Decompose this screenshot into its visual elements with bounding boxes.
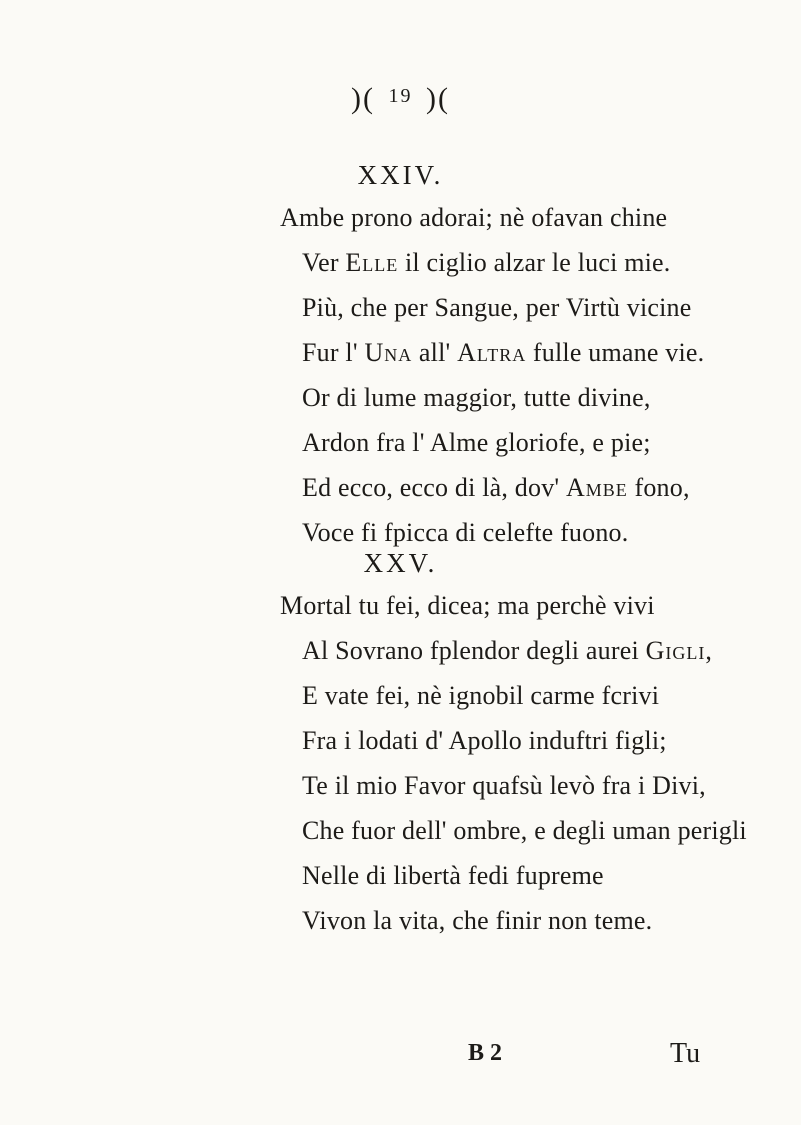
verse-text: E vate fei, nè ignobil carme fcrivi bbox=[302, 681, 660, 710]
verse-line bbox=[302, 863, 604, 889]
verse-text: Che fuor dell' ombre, e degli uman perigli bbox=[302, 816, 747, 845]
verse-text: Fra i lodati d' Apollo induftri figli; bbox=[302, 726, 667, 755]
header-left-ornament: )( bbox=[351, 82, 375, 115]
verse-text: Ambe prono adorai; nè ofavan chine bbox=[280, 203, 668, 232]
verse-line bbox=[280, 205, 667, 231]
header-right-ornament: )( bbox=[426, 82, 450, 115]
verse-smallcaps-text: Gigli bbox=[645, 636, 706, 665]
verse-line bbox=[302, 728, 667, 754]
verse-line bbox=[302, 683, 659, 709]
verse-text: fulle umane vie. bbox=[526, 338, 705, 367]
verse-smallcaps-text: Altra bbox=[457, 338, 527, 367]
page-header bbox=[0, 82, 801, 116]
page-number: 19 bbox=[388, 85, 413, 107]
verse-text: Or di lume maggior, tutte divine, bbox=[302, 383, 651, 412]
verse-line bbox=[302, 430, 651, 456]
verse-text: Fur l' bbox=[302, 338, 365, 367]
verse-text: Al Sovrano fplendor degli aurei bbox=[302, 636, 646, 665]
verse-text: Te il mio Favor quafsù levò fra i Divi, bbox=[302, 771, 706, 800]
verse-line bbox=[302, 295, 691, 321]
verse-smallcaps-text: Elle bbox=[345, 248, 399, 277]
verse-text: Voce fi fpicca di celefte fuono. bbox=[302, 518, 629, 547]
stanza-title-xxv: XXV. bbox=[363, 548, 438, 578]
verse-line bbox=[302, 475, 690, 501]
verse-text: Ver bbox=[302, 248, 346, 277]
verse-text: Vivon la vita, che finir non teme. bbox=[302, 906, 653, 935]
verse-text: fono, bbox=[627, 473, 690, 502]
verse-text: Ed ecco, ecco di là, dov' bbox=[302, 473, 566, 502]
verse-line bbox=[302, 250, 670, 276]
verse-line bbox=[302, 773, 706, 799]
signature-mark: B 2 bbox=[468, 1040, 503, 1066]
verse-line bbox=[302, 340, 704, 366]
verse-text: Mortal tu fei, dicea; ma perchè vivi bbox=[280, 591, 655, 620]
verse-line bbox=[302, 520, 628, 546]
verse-text: all' bbox=[412, 338, 458, 367]
verse-text: il ciglio alzar le luci mie. bbox=[398, 248, 671, 277]
catchword: Tu bbox=[670, 1038, 701, 1069]
verse-line bbox=[280, 593, 655, 619]
verse-text: Nelle di libertà fedi fupreme bbox=[302, 861, 604, 890]
stanza-title-xxiv: XXIV. bbox=[357, 160, 444, 190]
verse-smallcaps-text: Ambe bbox=[566, 473, 628, 502]
verse-text: Ardon fra l' Alme gloriofe, e pie; bbox=[302, 428, 651, 457]
verse-text: Più, che per Sangue, per Virtù vicine bbox=[302, 293, 692, 322]
verse-text: , bbox=[705, 636, 713, 665]
verse-smallcaps-text: Una bbox=[364, 338, 413, 367]
verse-line bbox=[302, 908, 652, 934]
verse-line bbox=[302, 638, 712, 664]
verse-line bbox=[302, 385, 651, 411]
verse-line bbox=[302, 818, 747, 844]
